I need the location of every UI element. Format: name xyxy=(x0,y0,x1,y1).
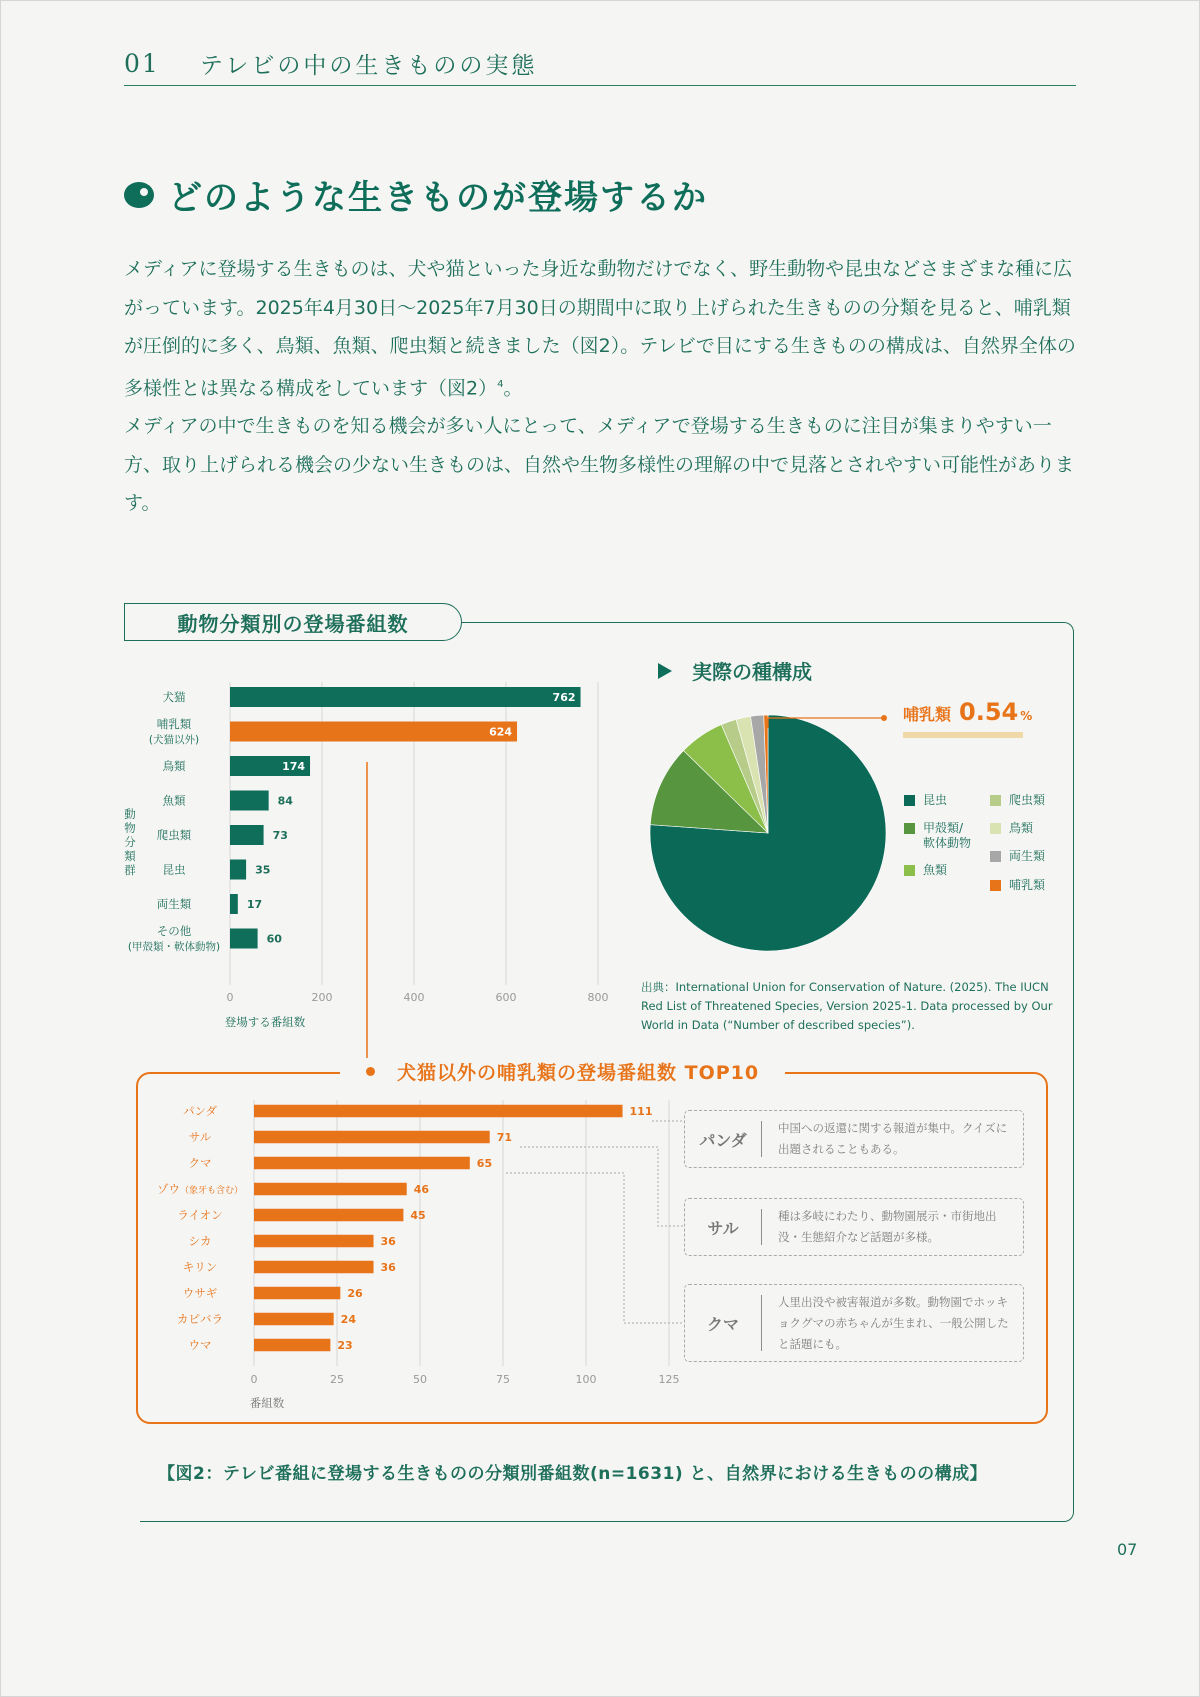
body-paragraph-1 xyxy=(124,250,1084,407)
mammal-value: 0.54 xyxy=(959,698,1019,726)
legend-swatch xyxy=(990,851,1001,862)
category-label: サル xyxy=(188,1130,212,1144)
footnote-ref[interactable]: 4 xyxy=(497,378,504,390)
data-label: 24 xyxy=(340,1313,356,1326)
x-tick-label: 0 xyxy=(226,991,234,1004)
pie-title-text: 実際の種構成 xyxy=(692,660,812,684)
page-heading xyxy=(124,170,708,219)
data-label: 45 xyxy=(410,1209,426,1222)
x-tick-label: 50 xyxy=(413,1373,427,1386)
species-pie-chart xyxy=(640,700,900,970)
figure-caption: 【図2：テレビ番組に登場する生きものの分類別番組数(n=1631) と、自然界における生きものの構成】 xyxy=(158,1464,988,1484)
section-number: 01 xyxy=(124,49,160,78)
category-label: パンダ xyxy=(182,1104,218,1118)
x-tick-label: 800 xyxy=(587,991,609,1004)
x-axis-label: 登場する番組数 xyxy=(224,1015,306,1029)
bar xyxy=(254,1261,374,1274)
mammal-underline xyxy=(903,732,1023,738)
bar xyxy=(254,1183,407,1196)
figure-tab-title: 動物分類別の登場番組数 xyxy=(124,603,462,641)
data-label: 23 xyxy=(337,1339,353,1352)
category-label: 哺乳類(犬猫以外) xyxy=(148,717,200,746)
note-name: クマ xyxy=(706,1314,739,1334)
note-name: サル xyxy=(707,1218,739,1238)
bar xyxy=(230,825,264,845)
x-tick-label: 0 xyxy=(250,1373,258,1386)
note-monkey xyxy=(684,1198,1024,1256)
x-tick-label: 75 xyxy=(496,1373,510,1386)
legend-item-mammal xyxy=(990,878,1045,893)
legend-label xyxy=(923,821,971,851)
category-label: クマ xyxy=(188,1156,212,1170)
page-number: 07 xyxy=(1117,1540,1138,1559)
category-label: キリン xyxy=(182,1260,218,1274)
bar xyxy=(230,894,238,914)
data-label: 17 xyxy=(246,898,263,911)
data-label: 35 xyxy=(255,863,271,877)
mammal-callout-line xyxy=(760,708,900,728)
mammal-share-label xyxy=(903,698,1032,726)
legend-swatch xyxy=(990,795,1001,806)
data-label: 60 xyxy=(266,932,282,946)
category-label: カピバラ xyxy=(177,1312,223,1326)
legend-item-fish xyxy=(904,863,947,878)
data-label: 84 xyxy=(277,794,293,808)
legend-item-crustacean xyxy=(904,821,971,851)
bar xyxy=(254,1209,403,1222)
data-label: 36 xyxy=(380,1261,396,1274)
legend-label: 昆虫 xyxy=(923,793,948,807)
mammal-unit: % xyxy=(1020,709,1033,723)
note-name: パンダ xyxy=(699,1130,747,1150)
body-paragraph-1-text: メディアに登場する生きものは、犬や猫といった身近な動物だけでなく、野生動物や昆虫などさまざまな種に広がっています。2025年4月30日～2025年7月30日の期間中に取り上げられた生きものの分類を見ると、哺乳類が圧倒的に多く、鳥類、魚類、爬虫類と続きました（図2）。テレビで目にする生きものの構成は、自然界全体の多様性とは異なる構成をしています（図2） xyxy=(124,258,1076,399)
bar xyxy=(254,1339,330,1352)
note-panda xyxy=(684,1110,1024,1168)
legend-swatch xyxy=(990,823,1001,834)
legend-item-bird xyxy=(990,821,1033,836)
note-bear xyxy=(684,1284,1024,1362)
legend-label: 両生類 xyxy=(1009,849,1046,863)
data-label: 71 xyxy=(496,1131,513,1144)
x-axis-label: 番組数 xyxy=(249,1396,285,1410)
section-title: テレビの中の生きものの実態 xyxy=(199,53,538,79)
legend-item-amphibian xyxy=(990,849,1045,864)
note-text: 種は多岐にわたり、動物園展示・市街地出没・生態紹介など話題が多様。 xyxy=(778,1209,997,1244)
bar xyxy=(230,929,258,949)
data-label: 26 xyxy=(347,1287,363,1300)
data-label: 46 xyxy=(413,1183,430,1196)
data-label: 73 xyxy=(272,829,288,842)
data-label: 762 xyxy=(552,691,576,704)
category-label: 魚類 xyxy=(162,793,186,808)
section-header xyxy=(124,42,1076,86)
category-label: ウマ xyxy=(188,1338,212,1352)
title-dot xyxy=(366,1067,375,1076)
bar xyxy=(254,1313,334,1326)
bar xyxy=(230,860,246,880)
category-label: その他(甲殻類・軟体動物) xyxy=(127,924,221,953)
legend-swatch xyxy=(904,823,915,834)
category-label: ライオン xyxy=(177,1208,223,1222)
note-leader-lines xyxy=(500,1110,690,1340)
x-tick-label: 600 xyxy=(495,991,517,1004)
body-paragraph-2: メディアの中で生きものを知る機会が多い人にとって、メディアで登場する生きものに注目が集まりやすい一方、取り上げられる機会の少ない生きものは、自然や生物多様性の理解の中で見落とされやすい可能性があります。 xyxy=(124,415,1075,515)
data-label: 111 xyxy=(629,1105,653,1118)
category-label: ウサギ xyxy=(182,1286,218,1300)
legend-swatch xyxy=(990,880,1001,891)
pie-title xyxy=(658,656,812,685)
category-label: 両生類 xyxy=(156,897,192,911)
legend-item-reptile xyxy=(990,793,1045,808)
triangle-icon xyxy=(658,663,672,679)
legend-label: 爬虫類 xyxy=(1009,793,1046,807)
bar xyxy=(254,1235,374,1248)
x-tick-label: 400 xyxy=(403,991,425,1004)
legend-label: 魚類 xyxy=(923,863,948,877)
category-label: 鳥類 xyxy=(162,759,186,773)
top10-title-text: 犬猫以外の哺乳類の登場番組数 TOP10 xyxy=(397,1062,760,1084)
category-label: 昆虫 xyxy=(162,862,186,877)
bar xyxy=(254,1157,470,1170)
x-tick-label: 125 xyxy=(658,1373,680,1386)
category-label: 犬猫 xyxy=(162,690,186,704)
x-tick-label: 25 xyxy=(330,1373,344,1386)
heading-text: どのような生きものが登場するか xyxy=(168,178,708,218)
x-tick-label: 100 xyxy=(575,1373,597,1386)
legend-label-line1: 甲殻類/ xyxy=(923,821,964,835)
note-text: 中国への返還に関する報道が集中。クイズに出題されることもある。 xyxy=(778,1121,1008,1156)
bar xyxy=(254,1287,340,1300)
body-paragraph-1-end: 。 xyxy=(503,376,523,399)
category-label: シカ xyxy=(188,1234,212,1248)
data-label: 36 xyxy=(380,1235,396,1248)
x-tick-label: 200 xyxy=(311,991,333,1004)
y-axis-label: 動物分類群 xyxy=(124,807,136,877)
legend-swatch xyxy=(904,795,915,806)
bar xyxy=(230,722,517,742)
category-label: ゾウ（象牙も含む） xyxy=(156,1182,244,1196)
data-label: 65 xyxy=(476,1157,493,1170)
connector-line xyxy=(360,762,380,1080)
data-label: 624 xyxy=(489,725,513,739)
bar xyxy=(230,687,581,707)
source-note: 出典：International Union for Conservation of Nature. (2025). The IUCN Red List of Threatened Species, Version 2025-1. Data processed by Our World in Data (“Number of described species”). xyxy=(641,980,1053,1032)
legend-swatch xyxy=(904,865,915,876)
legend-item-insect xyxy=(904,793,947,808)
legend-label: 鳥類 xyxy=(1009,821,1034,835)
body-text xyxy=(124,250,1084,523)
legend-label: 哺乳類 xyxy=(1009,878,1046,892)
data-label: 174 xyxy=(282,760,306,773)
top10-title xyxy=(340,1058,785,1085)
legend-label-line2: 軟体動物 xyxy=(923,836,972,850)
bar xyxy=(230,791,269,811)
bar xyxy=(254,1131,490,1144)
mammal-label-text: 哺乳類 xyxy=(903,705,952,724)
note-text: 人里出没や被害報道が多数。動物園でホッキョクグマの赤ちゃんが生まれ、一般公開したと話題にも。 xyxy=(778,1294,1009,1351)
bullet-icon xyxy=(124,182,154,208)
category-label: 爬虫類 xyxy=(156,828,192,842)
